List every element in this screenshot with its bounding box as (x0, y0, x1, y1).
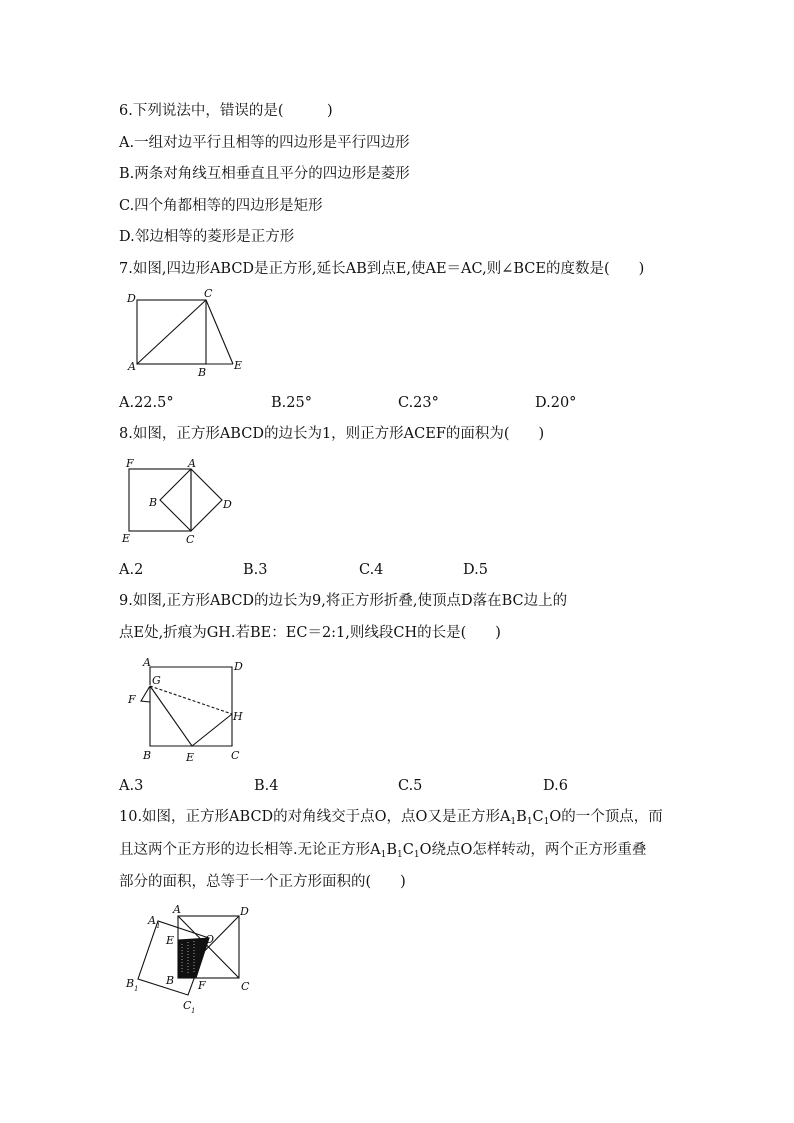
q9-stem-line-2: 点E处,折痕为GH.若BE：EC＝2:1,则线段CH的长是( ) (119, 625, 501, 641)
q8-option-c: C.4 (359, 562, 384, 578)
q9-label-b: B (143, 749, 152, 762)
q10-label-e: E (166, 934, 175, 947)
q7-option-c: C.23° (398, 395, 439, 411)
q6-option-d: D.邻边相等的菱形是正方形 (119, 229, 295, 245)
q8-option-a: A.2 (119, 562, 144, 578)
q10-label-a1-sub: 1 (156, 922, 161, 930)
q8-label-e: E (122, 532, 131, 545)
q6-option-b: B.两条对角线互相垂直且平分的四边形是菱形 (119, 166, 410, 182)
q10-label-b1-letter: B (126, 977, 135, 990)
q7-label-b: B (198, 366, 207, 379)
q7-option-b: B.25° (271, 395, 312, 411)
q10-label-c1-letter: C (183, 999, 192, 1012)
q9-label-d: D (234, 660, 243, 673)
q9-label-g: G (152, 674, 161, 687)
q6-option-a: A.一组对边平行且相等的四边形是平行四边形 (119, 135, 410, 151)
q10-sub-c: 1 (543, 817, 550, 827)
q9-label-a: A (143, 656, 151, 669)
q6-option-c: C.四个角都相等的四边形是矩形 (119, 198, 323, 214)
q7-stem: 7.如图,四边形ABCD是正方形,延长AB到点E,使AE＝AC,则∠BCE的度数是( ) (119, 261, 645, 277)
q9-label-e: E (186, 751, 195, 764)
q8-label-b: B (149, 496, 158, 509)
q6-stem: 6.下列说法中，错误的是( ) (119, 103, 333, 119)
q8-label-d: D (223, 498, 232, 511)
q7-label-d: D (127, 292, 136, 305)
q7-label-c: C (204, 287, 213, 300)
q9-label-c: C (231, 749, 240, 762)
q9-option-b: B.4 (254, 778, 279, 794)
q8-label-a: A (188, 457, 196, 470)
q9-option-a: A.3 (119, 778, 144, 794)
q10-label-a1 (147, 914, 160, 930)
q8-option-b: B.3 (243, 562, 268, 578)
q10-letter-c2: C (402, 842, 414, 858)
q10-sub-b2: 1 (396, 850, 403, 860)
q9-option-c: C.5 (398, 778, 423, 794)
q9-stem-line-1: 9.如图,正方形ABCD的边长为9,将正方形折叠,使顶点D落在BC边上的 (119, 593, 568, 609)
q10-label-c: C (241, 980, 250, 993)
q9-label-h: H (233, 710, 243, 723)
q10-sub-a2: 1 (380, 850, 387, 860)
q7-label-e: E (234, 359, 243, 372)
q10-sub-c2: 1 (413, 850, 420, 860)
q10-label-c1 (183, 999, 195, 1015)
q8-label-c: C (186, 533, 195, 546)
q10-sub-a: 1 (510, 817, 517, 827)
q10-label-b1 (125, 977, 138, 993)
q10-stem-line-2-part-a: 且这两个正方形的边长相等.无论正方形A (119, 842, 381, 858)
q8-label-f: F (126, 457, 134, 470)
q10-stem-line-2-part-b: O绕点O怎样转动，两个正方形重叠 (419, 842, 647, 858)
q10-label-f: F (198, 979, 206, 992)
q10-letter-b2: B (386, 842, 397, 858)
q10-stem-line-1-part-b: O的一个顶点，而 (549, 809, 663, 825)
q10-letter-b: B (516, 809, 527, 825)
q10-label-b: B (166, 974, 175, 987)
q8-option-d: D.5 (463, 562, 488, 578)
q10-letter-c: C (532, 809, 544, 825)
q8-stem: 8.如图，正方形ABCD的边长为1，则正方形ACEF的面积为( ) (119, 426, 545, 442)
q10-label-d: D (240, 905, 249, 918)
q9-option-d: D.6 (543, 778, 568, 794)
q7-option-a: A.22.5° (119, 395, 174, 411)
q10-stem-line-3: 部分的面积，总等于一个正方形面积的( ) (119, 874, 406, 890)
q10-stem-line-1-part-a: 10.如图，正方形ABCD的对角线交于点O，点O又是正方形A (119, 809, 511, 825)
q10-label-a: A (173, 903, 181, 916)
q10-label-a1-letter: A (148, 914, 156, 927)
q10-label-o: O (205, 933, 215, 946)
q10-sub-b: 1 (526, 817, 533, 827)
q7-label-a: A (128, 360, 136, 373)
q10-label-c1-sub: 1 (191, 1007, 196, 1015)
q10-label-b1-sub: 1 (134, 985, 139, 993)
q9-label-f: F (128, 693, 136, 706)
q7-option-d: D.20° (535, 395, 577, 411)
